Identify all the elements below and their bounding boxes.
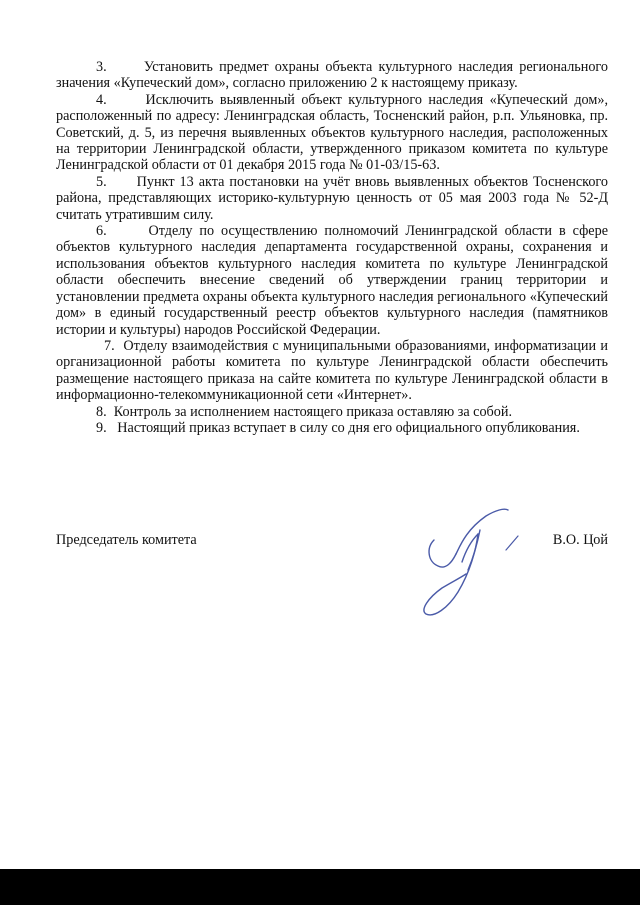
paragraph-8: 8. Контроль за исполнением настоящего приказа оставляю за собой. — [96, 403, 513, 420]
paragraph-4: 4. Исключить выявленный объект культурного наследия «Купеческий дом», расположенный по адресу: Ленинградская область, Тосненский район, р.п. Ульяновка, пр. Советский, д. 5, из перечня выявленных объектов культурного наследия, расположенных на территории Ленинградской области, утвержденного приказом комитета по культуре Ленинградской области от 01 декабря 2015 года № 01-03/15-63. — [56, 91, 608, 174]
paragraph-3: 3. Установить предмет охраны объекта культурного наследия регионального значения «Купеческий дом», согласно приложению 2 к настоящему приказу. — [56, 59, 608, 92]
paragraph-9: 9. Настоящий приказ вступает в силу со дня его официального опубликования. — [96, 419, 580, 436]
handwritten-signature — [408, 500, 538, 630]
signer-title: Председатель комитета — [56, 532, 197, 548]
signer-name: В.О. Цой — [552, 532, 608, 548]
scan-bottom-border — [0, 869, 640, 905]
paragraph-6: 6. Отделу по осуществлению полномочий Ленинградской области в сфере объектов культурного наследия департамента государственной охраны, сохранения и использования объектов культурного наследия комитета по культуре Ленинградской области обеспечить внесение сведений об утверждении границ территории и установлении предмета охраны объекта культурного наследия регионального «Купеческий дом» в единый государственный реестр объектов культурного наследия (памятников истории и культуры) народов Российской Федерации. — [56, 223, 608, 338]
paragraph-5: 5. Пункт 13 акта постановки на учёт вновь выявленных объектов Тосненского района, представляющих историко-культурную ценность от 05 мая 2003 года № 52-Д считать утратившим силу. — [56, 173, 608, 223]
document-body — [56, 59, 608, 436]
paragraph-7: 7. Отделу взаимодействия с муниципальными образованиями, информатизации и организационной работы комитета по культуре Ленинградской области обеспечить размещение настоящего приказа на сайте комитета по культуре Ленинградской области в информационно-телекоммуникационной сети «Интернет». — [56, 337, 608, 404]
